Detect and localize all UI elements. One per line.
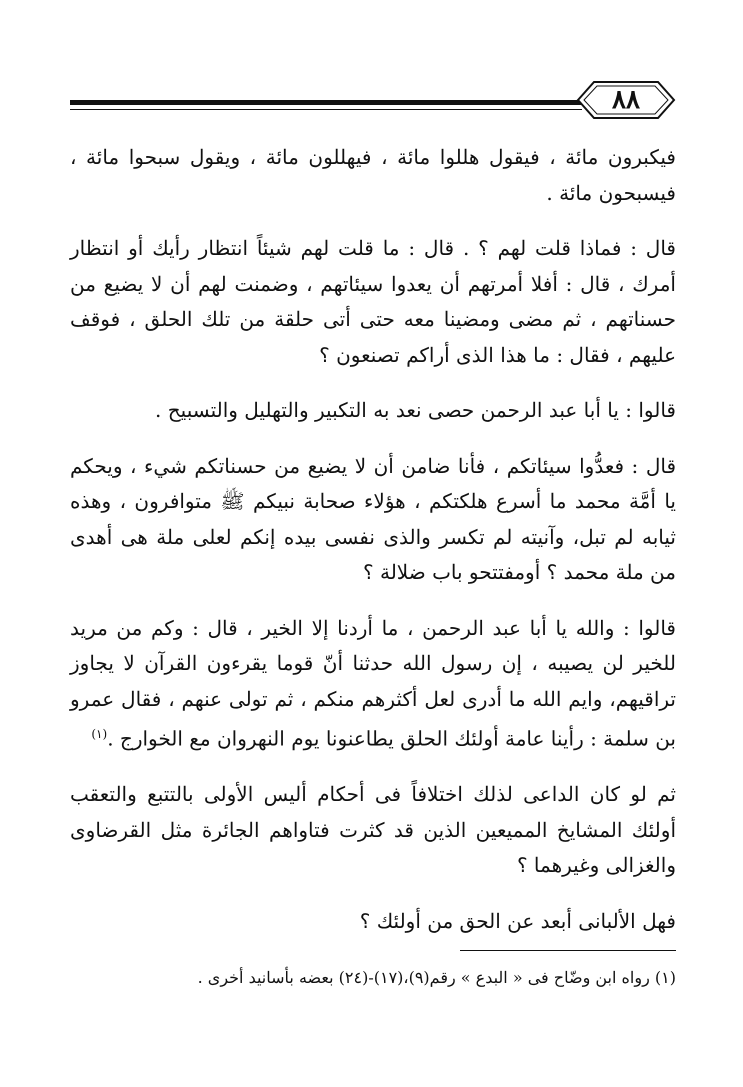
- main-text: [70, 140, 676, 959]
- page-number-badge: [576, 78, 676, 122]
- paragraph: فيكبرون مائة ، فيقول هللوا مائة ، فيهللون مائة ، ويقول سبحوا مائة ، فيسبحون مائة .: [70, 145, 676, 205]
- footnote-separator: [460, 950, 676, 951]
- paragraph: ثم لو كان الداعى لذلك اختلافاً فى أحكام أليس الأولى بالتتبع والتعقب أولئك المشايخ المميعين الذين قد كثرت فتاواهم الجائرة مثل القرضاوى والغزالى وغيرهما ؟: [70, 782, 677, 878]
- paragraph-with-note: [70, 611, 676, 758]
- page-header: [70, 78, 676, 122]
- header-rule-thick: [70, 100, 582, 105]
- footnote: (١) رواه ابن وضّاح فى « البدع » رقم(٩)،(١٧)-(٢٤) بعضه بأسانيد أخرى .: [197, 968, 676, 987]
- paragraph-text: قالوا : والله يا أبا عبد الرحمن ، ما أردنا إلا الخير ، قال : وكم من مريد للخير لن يصيبه ، إن رسول الله حدثنا أنّ قوما يقرءون القرآن لا يجاوز تراقيهم، وايم الله ما أدرى لعل أكثرهم منكم ، ثم تولى عنهم ، فقال عمرو بن سلمة : رأينا عامة أولئك الحلق يطاعنونا يوم النهروان مع الخوارج .: [70, 615, 676, 751]
- paragraph: قال : فماذا قلت لهم ؟ . قال : ما قلت لهم شيئاً انتظار رأيك أو انتظار أمرك ، قال : أفلا أمرتهم أن يعدوا سيئاتهم ، وضمنت لهم أن لا يضيع من حسناتهم ، ثم مضى ومضينا معه حتى أتى حلقة من تلك الحلق ، فوقف عليهم ، فقال : ما هذا الذى أراكم تصنعون ؟: [70, 236, 676, 367]
- paragraph: قال : فعدُّوا سيئاتكم ، فأنا ضامن أن لا يضيع من حسناتكم شيء ، ويحكم يا أمَّة محمد ما أسرع هلكتكم ، هؤلاء صحابة نبيكم ﷺ متوافرون ، وهذه ثيابه لم تبل، وآنيته لم تكسر والذى نفسى بيده إنكم لعلى ملة هى أهدى من ملة محمد ؟ أومفتتحو باب ضلالة ؟: [70, 453, 676, 584]
- header-rule-thin: [70, 109, 582, 110]
- page-number: ٨٨: [612, 85, 640, 115]
- paragraph: فهل الألبانى أبعد عن الحق من أولئك ؟: [359, 908, 676, 933]
- footnote-reference: (١): [91, 727, 108, 741]
- paragraph: قالوا : يا أبا عبد الرحمن حصى نعد به التكبير والتهليل والتسبيح .: [155, 398, 676, 422]
